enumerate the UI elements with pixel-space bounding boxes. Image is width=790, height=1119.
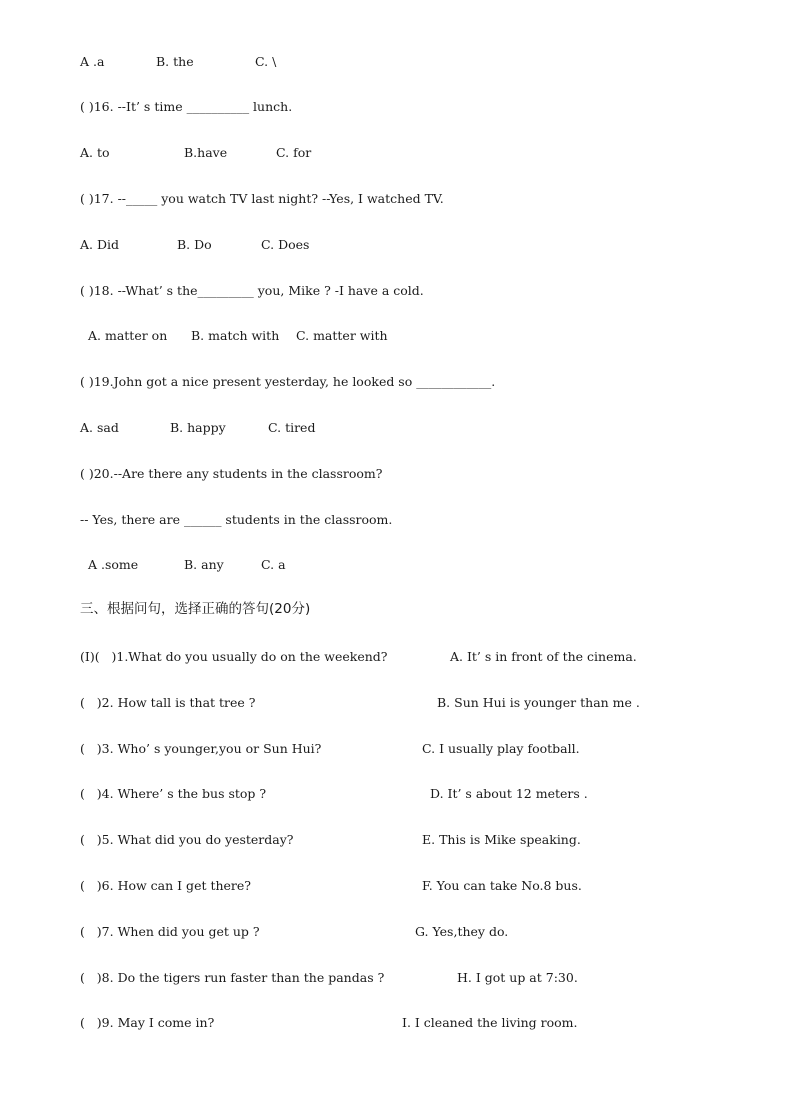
match-answer-b: B. Sun Hui is younger than me . <box>437 695 640 710</box>
q20-option-a: A .some <box>88 557 139 572</box>
match-answer-e: E. This is Mike speaking. <box>422 832 581 847</box>
q15-option-b: B. the <box>156 54 194 69</box>
q15-option-a: A .a <box>80 54 105 69</box>
q16-option-b: B.have <box>184 145 228 160</box>
question-20-answer-line: -- Yes, there are ______ students in the classroom. <box>80 512 393 527</box>
match-answer-h: H. I got up at 7:30. <box>457 970 578 985</box>
q17-option-a: A. Did <box>80 237 119 252</box>
q20-option-c: C. a <box>261 557 286 572</box>
q16-option-a: A. to <box>80 145 110 160</box>
match-question-8: ( )8. Do the tigers run faster than the pandas ? <box>80 970 385 985</box>
match-answer-d: D. It’ s about 12 meters . <box>430 786 588 801</box>
q18-option-c: C. matter with <box>296 328 388 343</box>
q18-option-a: A. matter on <box>88 328 168 343</box>
match-answer-c: C. I usually play football. <box>422 741 580 756</box>
match-question-1: (I)( )1.What do you usually do on the weekend? <box>80 649 388 664</box>
match-question-6: ( )6. How can I get there? <box>80 878 252 893</box>
q20-option-b: B. any <box>184 557 224 572</box>
question-18: ( )18. --What’ s the_________ you, Mike ? -I have a cold. <box>80 283 424 298</box>
question-17: ( )17. --_____ you watch TV last night? --Yes, I watched TV. <box>80 191 444 206</box>
q15-option-c: C. \ <box>255 54 277 69</box>
q17-option-c: C. Does <box>261 237 310 252</box>
q16-option-c: C. for <box>276 145 312 160</box>
question-20: ( )20.--Are there any students in the classroom? <box>80 466 383 481</box>
q19-option-c: C. tired <box>268 420 316 435</box>
match-question-7: ( )7. When did you get up ? <box>80 924 260 939</box>
match-answer-f: F. You can take No.8 bus. <box>422 878 582 893</box>
q19-option-b: B. happy <box>170 420 226 435</box>
match-question-3: ( )3. Who’ s younger,you or Sun Hui? <box>80 741 322 756</box>
match-answer-i: I. I cleaned the living room. <box>402 1015 578 1030</box>
match-question-4: ( )4. Where’ s the bus stop ? <box>80 786 267 801</box>
question-16: ( )16. --It’ s time __________ lunch. <box>80 99 293 114</box>
match-question-9: ( )9. May I come in? <box>80 1015 215 1030</box>
q18-option-b: B. match with <box>191 328 280 343</box>
match-answer-g: G. Yes,they do. <box>415 924 509 939</box>
match-answer-a: A. It’ s in front of the cinema. <box>450 649 637 664</box>
section-3-heading: 三、根据问句，选择正确的答句(20分) <box>80 601 311 617</box>
q17-option-b: B. Do <box>177 237 212 252</box>
q19-option-a: A. sad <box>80 420 119 435</box>
match-question-2: ( )2. How tall is that tree ? <box>80 695 256 710</box>
match-question-5: ( )5. What did you do yesterday? <box>80 832 294 847</box>
question-19: ( )19.John got a nice present yesterday, he looked so ____________. <box>80 374 496 389</box>
